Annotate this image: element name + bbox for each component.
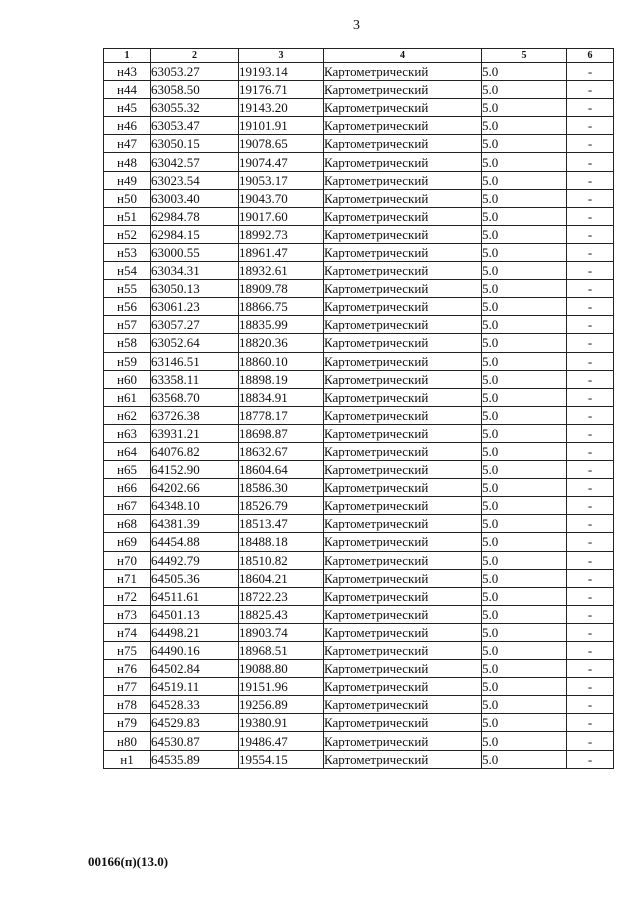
point-id-cell: н57	[104, 316, 151, 334]
accuracy-cell: 5.0	[482, 370, 567, 388]
x-coordinate-cell: 63003.40	[151, 189, 239, 207]
method-cell: Картометрический	[324, 406, 482, 424]
note-cell: -	[567, 243, 614, 261]
method-cell: Картометрический	[324, 714, 482, 732]
point-id-cell: н64	[104, 442, 151, 460]
method-cell: Картометрический	[324, 370, 482, 388]
table-row	[104, 189, 614, 207]
x-coordinate-cell: 63053.47	[151, 117, 239, 135]
method-cell: Картометрический	[324, 352, 482, 370]
y-coordinate-cell: 18968.51	[239, 642, 324, 660]
table-row	[104, 714, 614, 732]
accuracy-cell: 5.0	[482, 678, 567, 696]
y-coordinate-cell: 19554.15	[239, 750, 324, 768]
x-coordinate-cell: 63061.23	[151, 298, 239, 316]
x-coordinate-cell: 64152.90	[151, 461, 239, 479]
x-coordinate-cell: 63568.70	[151, 388, 239, 406]
table-row	[104, 280, 614, 298]
note-cell: -	[567, 262, 614, 280]
note-cell: -	[567, 316, 614, 334]
table-row	[104, 479, 614, 497]
note-cell: -	[567, 334, 614, 352]
accuracy-cell: 5.0	[482, 714, 567, 732]
method-cell: Картометрический	[324, 479, 482, 497]
accuracy-cell: 5.0	[482, 243, 567, 261]
y-coordinate-cell: 18722.23	[239, 587, 324, 605]
header-col-3: 3	[239, 49, 324, 63]
x-coordinate-cell: 63726.38	[151, 406, 239, 424]
y-coordinate-cell: 18488.18	[239, 533, 324, 551]
method-cell: Картометрический	[324, 171, 482, 189]
table-row	[104, 207, 614, 225]
accuracy-cell: 5.0	[482, 280, 567, 298]
method-cell: Картометрический	[324, 642, 482, 660]
method-cell: Картометрический	[324, 750, 482, 768]
table-row	[104, 642, 614, 660]
x-coordinate-cell: 63053.27	[151, 63, 239, 81]
point-id-cell: н43	[104, 63, 151, 81]
accuracy-cell: 5.0	[482, 171, 567, 189]
point-id-cell: н78	[104, 696, 151, 714]
y-coordinate-cell: 18510.82	[239, 551, 324, 569]
y-coordinate-cell: 19176.71	[239, 81, 324, 99]
table-row	[104, 352, 614, 370]
x-coordinate-cell: 63000.55	[151, 243, 239, 261]
point-id-cell: н1	[104, 750, 151, 768]
table-row	[104, 316, 614, 334]
note-cell: -	[567, 623, 614, 641]
x-coordinate-cell: 63055.32	[151, 99, 239, 117]
point-id-cell: н59	[104, 352, 151, 370]
method-cell: Картометрический	[324, 316, 482, 334]
y-coordinate-cell: 19017.60	[239, 207, 324, 225]
table-row	[104, 551, 614, 569]
accuracy-cell: 5.0	[482, 99, 567, 117]
table-row	[104, 442, 614, 460]
table-row	[104, 63, 614, 81]
accuracy-cell: 5.0	[482, 605, 567, 623]
accuracy-cell: 5.0	[482, 424, 567, 442]
point-id-cell: н77	[104, 678, 151, 696]
table-row	[104, 587, 614, 605]
x-coordinate-cell: 64502.84	[151, 660, 239, 678]
point-id-cell: н52	[104, 225, 151, 243]
note-cell: -	[567, 171, 614, 189]
table-row	[104, 135, 614, 153]
table-row	[104, 99, 614, 117]
accuracy-cell: 5.0	[482, 262, 567, 280]
note-cell: -	[567, 479, 614, 497]
table-row	[104, 660, 614, 678]
table-row	[104, 388, 614, 406]
method-cell: Картометрический	[324, 497, 482, 515]
point-id-cell: н48	[104, 153, 151, 171]
x-coordinate-cell: 63034.31	[151, 262, 239, 280]
table-row	[104, 81, 614, 99]
x-coordinate-cell: 62984.15	[151, 225, 239, 243]
x-coordinate-cell: 63931.21	[151, 424, 239, 442]
note-cell: -	[567, 189, 614, 207]
note-cell: -	[567, 153, 614, 171]
note-cell: -	[567, 81, 614, 99]
accuracy-cell: 5.0	[482, 117, 567, 135]
accuracy-cell: 5.0	[482, 135, 567, 153]
point-id-cell: н51	[104, 207, 151, 225]
point-id-cell: н60	[104, 370, 151, 388]
point-id-cell: н62	[104, 406, 151, 424]
x-coordinate-cell: 63058.50	[151, 81, 239, 99]
note-cell: -	[567, 406, 614, 424]
header-col-1: 1	[104, 49, 151, 63]
accuracy-cell: 5.0	[482, 587, 567, 605]
y-coordinate-cell: 18632.67	[239, 442, 324, 460]
point-id-cell: н70	[104, 551, 151, 569]
method-cell: Картометрический	[324, 569, 482, 587]
table-row	[104, 298, 614, 316]
accuracy-cell: 5.0	[482, 479, 567, 497]
table-row	[104, 424, 614, 442]
accuracy-cell: 5.0	[482, 497, 567, 515]
x-coordinate-cell: 64348.10	[151, 497, 239, 515]
accuracy-cell: 5.0	[482, 388, 567, 406]
note-cell: -	[567, 714, 614, 732]
point-id-cell: н80	[104, 732, 151, 750]
x-coordinate-cell: 63052.64	[151, 334, 239, 352]
point-id-cell: н49	[104, 171, 151, 189]
table-header-row	[104, 49, 614, 63]
table-body	[104, 63, 614, 769]
point-id-cell: н61	[104, 388, 151, 406]
note-cell: -	[567, 280, 614, 298]
table-row	[104, 225, 614, 243]
method-cell: Картометрический	[324, 424, 482, 442]
point-id-cell: н65	[104, 461, 151, 479]
method-cell: Картометрический	[324, 515, 482, 533]
accuracy-cell: 5.0	[482, 660, 567, 678]
y-coordinate-cell: 19088.80	[239, 660, 324, 678]
header-col-4: 4	[324, 49, 482, 63]
table-row	[104, 732, 614, 750]
x-coordinate-cell: 63050.15	[151, 135, 239, 153]
note-cell: -	[567, 551, 614, 569]
method-cell: Картометрический	[324, 262, 482, 280]
method-cell: Картометрический	[324, 533, 482, 551]
accuracy-cell: 5.0	[482, 63, 567, 81]
x-coordinate-cell: 64076.82	[151, 442, 239, 460]
x-coordinate-cell: 64511.61	[151, 587, 239, 605]
accuracy-cell: 5.0	[482, 551, 567, 569]
x-coordinate-cell: 62984.78	[151, 207, 239, 225]
y-coordinate-cell: 19193.14	[239, 63, 324, 81]
method-cell: Картометрический	[324, 623, 482, 641]
note-cell: -	[567, 207, 614, 225]
x-coordinate-cell: 64454.88	[151, 533, 239, 551]
document-code: 00166(п)(13.0)	[88, 854, 169, 869]
method-cell: Картометрический	[324, 732, 482, 750]
y-coordinate-cell: 18604.64	[239, 461, 324, 479]
point-id-cell: н44	[104, 81, 151, 99]
page-number: 3	[353, 18, 360, 33]
point-id-cell: н63	[104, 424, 151, 442]
point-id-cell: н75	[104, 642, 151, 660]
y-coordinate-cell: 18820.36	[239, 334, 324, 352]
y-coordinate-cell: 18513.47	[239, 515, 324, 533]
x-coordinate-cell: 64505.36	[151, 569, 239, 587]
table-row	[104, 750, 614, 768]
table-row	[104, 678, 614, 696]
note-cell: -	[567, 515, 614, 533]
x-coordinate-cell: 63050.13	[151, 280, 239, 298]
x-coordinate-cell: 63358.11	[151, 370, 239, 388]
x-coordinate-cell: 63146.51	[151, 352, 239, 370]
y-coordinate-cell: 18898.19	[239, 370, 324, 388]
y-coordinate-cell: 18698.87	[239, 424, 324, 442]
header-col-2: 2	[151, 49, 239, 63]
y-coordinate-cell: 18586.30	[239, 479, 324, 497]
table-row	[104, 117, 614, 135]
y-coordinate-cell: 19043.70	[239, 189, 324, 207]
x-coordinate-cell: 64381.39	[151, 515, 239, 533]
method-cell: Картометрический	[324, 442, 482, 460]
accuracy-cell: 5.0	[482, 153, 567, 171]
x-coordinate-cell: 64202.66	[151, 479, 239, 497]
note-cell: -	[567, 750, 614, 768]
method-cell: Картометрический	[324, 660, 482, 678]
accuracy-cell: 5.0	[482, 406, 567, 424]
y-coordinate-cell: 19380.91	[239, 714, 324, 732]
note-cell: -	[567, 678, 614, 696]
x-coordinate-cell: 63023.54	[151, 171, 239, 189]
table-row	[104, 497, 614, 515]
method-cell: Картометрический	[324, 225, 482, 243]
y-coordinate-cell: 19053.17	[239, 171, 324, 189]
point-id-cell: н79	[104, 714, 151, 732]
point-id-cell: н66	[104, 479, 151, 497]
point-id-cell: н53	[104, 243, 151, 261]
accuracy-cell: 5.0	[482, 750, 567, 768]
note-cell: -	[567, 388, 614, 406]
x-coordinate-cell: 64535.89	[151, 750, 239, 768]
method-cell: Картометрический	[324, 605, 482, 623]
note-cell: -	[567, 642, 614, 660]
accuracy-cell: 5.0	[482, 569, 567, 587]
x-coordinate-cell: 64501.13	[151, 605, 239, 623]
x-coordinate-cell: 64490.16	[151, 642, 239, 660]
method-cell: Картометрический	[324, 153, 482, 171]
note-cell: -	[567, 225, 614, 243]
method-cell: Картометрический	[324, 117, 482, 135]
table-row	[104, 623, 614, 641]
table-row	[104, 370, 614, 388]
point-id-cell: н69	[104, 533, 151, 551]
point-id-cell: н58	[104, 334, 151, 352]
y-coordinate-cell: 19101.91	[239, 117, 324, 135]
y-coordinate-cell: 18778.17	[239, 406, 324, 424]
note-cell: -	[567, 63, 614, 81]
y-coordinate-cell: 19143.20	[239, 99, 324, 117]
note-cell: -	[567, 696, 614, 714]
point-id-cell: н71	[104, 569, 151, 587]
accuracy-cell: 5.0	[482, 316, 567, 334]
method-cell: Картометрический	[324, 334, 482, 352]
table-row	[104, 605, 614, 623]
point-id-cell: н74	[104, 623, 151, 641]
y-coordinate-cell: 18526.79	[239, 497, 324, 515]
accuracy-cell: 5.0	[482, 623, 567, 641]
table-row	[104, 696, 614, 714]
note-cell: -	[567, 99, 614, 117]
y-coordinate-cell: 18860.10	[239, 352, 324, 370]
point-id-cell: н68	[104, 515, 151, 533]
point-id-cell: н47	[104, 135, 151, 153]
x-coordinate-cell: 64528.33	[151, 696, 239, 714]
note-cell: -	[567, 298, 614, 316]
method-cell: Картометрический	[324, 298, 482, 316]
accuracy-cell: 5.0	[482, 207, 567, 225]
method-cell: Картометрический	[324, 81, 482, 99]
point-id-cell: н76	[104, 660, 151, 678]
accuracy-cell: 5.0	[482, 225, 567, 243]
point-id-cell: н46	[104, 117, 151, 135]
y-coordinate-cell: 18992.73	[239, 225, 324, 243]
note-cell: -	[567, 497, 614, 515]
y-coordinate-cell: 18835.99	[239, 316, 324, 334]
method-cell: Картометрический	[324, 280, 482, 298]
y-coordinate-cell: 18866.75	[239, 298, 324, 316]
note-cell: -	[567, 442, 614, 460]
accuracy-cell: 5.0	[482, 352, 567, 370]
point-id-cell: н73	[104, 605, 151, 623]
accuracy-cell: 5.0	[482, 298, 567, 316]
note-cell: -	[567, 135, 614, 153]
y-coordinate-cell: 18909.78	[239, 280, 324, 298]
table-row	[104, 262, 614, 280]
x-coordinate-cell: 64519.11	[151, 678, 239, 696]
y-coordinate-cell: 19486.47	[239, 732, 324, 750]
accuracy-cell: 5.0	[482, 515, 567, 533]
method-cell: Картометрический	[324, 207, 482, 225]
point-id-cell: н54	[104, 262, 151, 280]
table-row	[104, 171, 614, 189]
table-row	[104, 533, 614, 551]
table-row	[104, 406, 614, 424]
method-cell: Картометрический	[324, 99, 482, 117]
header-col-6: 6	[567, 49, 614, 63]
y-coordinate-cell: 18903.74	[239, 623, 324, 641]
x-coordinate-cell: 63057.27	[151, 316, 239, 334]
point-id-cell: н67	[104, 497, 151, 515]
method-cell: Картометрический	[324, 551, 482, 569]
y-coordinate-cell: 19256.89	[239, 696, 324, 714]
y-coordinate-cell: 18825.43	[239, 605, 324, 623]
note-cell: -	[567, 424, 614, 442]
coordinates-table	[103, 48, 614, 769]
note-cell: -	[567, 587, 614, 605]
note-cell: -	[567, 370, 614, 388]
note-cell: -	[567, 605, 614, 623]
header-col-5: 5	[482, 49, 567, 63]
method-cell: Картометрический	[324, 243, 482, 261]
method-cell: Картометрический	[324, 388, 482, 406]
y-coordinate-cell: 18932.61	[239, 262, 324, 280]
point-id-cell: н56	[104, 298, 151, 316]
x-coordinate-cell: 64498.21	[151, 623, 239, 641]
method-cell: Картометрический	[324, 587, 482, 605]
accuracy-cell: 5.0	[482, 442, 567, 460]
point-id-cell: н72	[104, 587, 151, 605]
accuracy-cell: 5.0	[482, 81, 567, 99]
table-row	[104, 569, 614, 587]
accuracy-cell: 5.0	[482, 189, 567, 207]
note-cell: -	[567, 569, 614, 587]
accuracy-cell: 5.0	[482, 696, 567, 714]
note-cell: -	[567, 533, 614, 551]
method-cell: Картометрический	[324, 461, 482, 479]
note-cell: -	[567, 732, 614, 750]
table-row	[104, 515, 614, 533]
accuracy-cell: 5.0	[482, 642, 567, 660]
accuracy-cell: 5.0	[482, 461, 567, 479]
note-cell: -	[567, 660, 614, 678]
point-id-cell: н45	[104, 99, 151, 117]
note-cell: -	[567, 461, 614, 479]
x-coordinate-cell: 63042.57	[151, 153, 239, 171]
note-cell: -	[567, 352, 614, 370]
accuracy-cell: 5.0	[482, 533, 567, 551]
y-coordinate-cell: 19151.96	[239, 678, 324, 696]
point-id-cell: н50	[104, 189, 151, 207]
y-coordinate-cell: 18834.91	[239, 388, 324, 406]
point-id-cell: н55	[104, 280, 151, 298]
accuracy-cell: 5.0	[482, 334, 567, 352]
method-cell: Картометрический	[324, 135, 482, 153]
x-coordinate-cell: 64529.83	[151, 714, 239, 732]
y-coordinate-cell: 19074.47	[239, 153, 324, 171]
y-coordinate-cell: 19078.65	[239, 135, 324, 153]
x-coordinate-cell: 64492.79	[151, 551, 239, 569]
method-cell: Картометрический	[324, 678, 482, 696]
table-row	[104, 461, 614, 479]
accuracy-cell: 5.0	[482, 732, 567, 750]
method-cell: Картометрический	[324, 696, 482, 714]
table-row	[104, 243, 614, 261]
note-cell: -	[567, 117, 614, 135]
y-coordinate-cell: 18604.21	[239, 569, 324, 587]
method-cell: Картометрический	[324, 63, 482, 81]
y-coordinate-cell: 18961.47	[239, 243, 324, 261]
table-row	[104, 334, 614, 352]
method-cell: Картометрический	[324, 189, 482, 207]
table-row	[104, 153, 614, 171]
x-coordinate-cell: 64530.87	[151, 732, 239, 750]
